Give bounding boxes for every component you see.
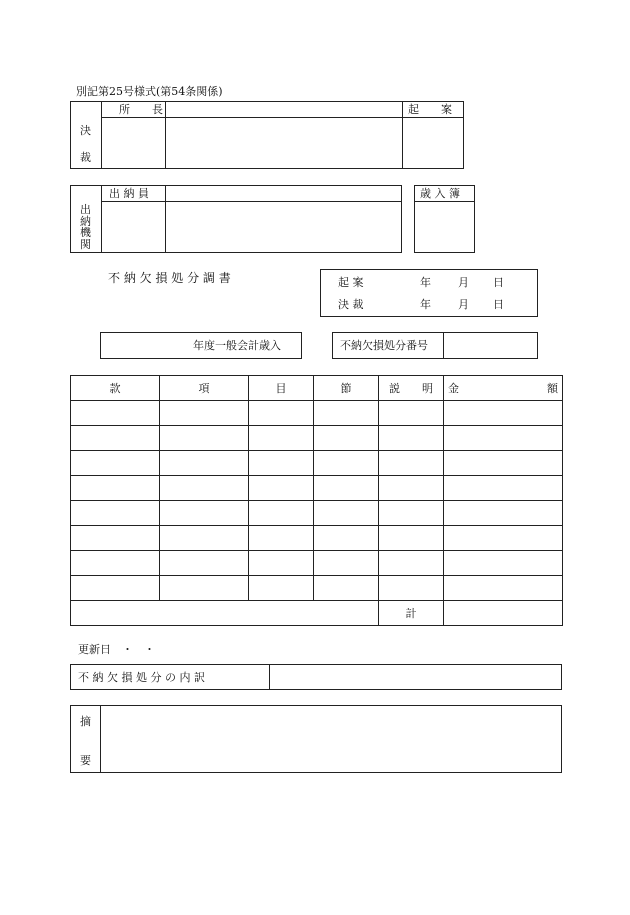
table-cell-setsu[interactable] [314,476,379,501]
table-cell-kou[interactable] [160,426,249,451]
column-header-moku: 目 [249,376,314,401]
approval-side-label: 裁 [80,151,91,164]
table-cell-kou[interactable] [160,476,249,501]
table-cell-description[interactable] [379,551,444,576]
table-cell-kou[interactable] [160,501,249,526]
table-row [71,501,563,526]
approval-side-label: 決 [80,124,91,137]
draft-date-label: 起 案 [338,276,364,289]
table-cell-moku[interactable] [249,526,314,551]
column-header-setsu: 節 [314,376,379,401]
table-cell-amount[interactable] [444,401,563,426]
amount-header-right: 額 [547,382,558,395]
table-cell-moku[interactable] [249,451,314,476]
table-cell-amount[interactable] [444,551,563,576]
table-cell-kan[interactable] [71,576,160,601]
ledger-stamp-field[interactable] [415,202,474,252]
table-row [71,476,563,501]
table-cell-kou[interactable] [160,551,249,576]
approval-date-year: 年 [420,298,431,311]
table-cell-description[interactable] [379,526,444,551]
number-label: 不納欠損処分番号 [340,339,428,352]
table-cell-setsu[interactable] [314,576,379,601]
column-header-kan: 款 [71,376,160,401]
table-cell-setsu[interactable] [314,401,379,426]
table-row [71,576,563,601]
cashier-officer-label: 出 納 員 [109,187,149,200]
table-cell-kan[interactable] [71,476,160,501]
table-cell-kan[interactable] [71,401,160,426]
column-header-description: 説 明 [379,376,444,401]
table-cell-description[interactable] [379,451,444,476]
approval-stamp-field[interactable] [166,118,401,168]
summary-label: 要 [80,754,91,767]
amount-header-left: 金 [448,382,459,395]
number-input[interactable] [444,333,537,358]
summary-label: 摘 [80,715,91,728]
table-cell-kan[interactable] [71,526,160,551]
document-title: 不 納 欠 損 処 分 調 書 [108,271,231,285]
table-cell-kou[interactable] [160,576,249,601]
column-header-kou: 項 [160,376,249,401]
table-cell-amount[interactable] [444,501,563,526]
table-cell-amount[interactable] [444,426,563,451]
table-cell-description[interactable] [379,576,444,601]
drafter-stamp-field[interactable] [403,118,463,168]
director-stamp-field[interactable] [102,118,164,168]
total-blank-cell [71,601,379,626]
table-cell-kan[interactable] [71,426,160,451]
director-label: 所 長 [119,103,163,116]
table-cell-kou[interactable] [160,526,249,551]
total-label: 計 [379,601,444,626]
update-date: 更新日 ・ ・ [78,643,155,656]
table-cell-amount[interactable] [444,526,563,551]
table-row [71,451,563,476]
column-header-amount [444,376,563,401]
table-body [71,401,563,601]
table-cell-moku[interactable] [249,476,314,501]
form-title: 別記第25号様式(第54条関係) [76,85,223,98]
total-amount-cell[interactable] [444,601,563,626]
table-row [71,526,563,551]
approval-date-day: 日 [493,298,504,311]
table-row [71,426,563,451]
table-cell-moku[interactable] [249,401,314,426]
table-row [71,401,563,426]
table-cell-kou[interactable] [160,401,249,426]
table-cell-description[interactable] [379,401,444,426]
table-cell-moku[interactable] [249,576,314,601]
table-cell-description[interactable] [379,426,444,451]
table-cell-moku[interactable] [249,426,314,451]
table-cell-setsu[interactable] [314,426,379,451]
drafter-label: 起 案 [408,103,452,116]
cashier-side-label: 出納機関 [80,203,91,251]
table-cell-setsu[interactable] [314,526,379,551]
table-cell-kan[interactable] [71,551,160,576]
cashier-officer-stamp-field[interactable] [102,202,164,252]
table-cell-kan[interactable] [71,501,160,526]
table-cell-kan[interactable] [71,451,160,476]
table-row [71,551,563,576]
approval-date-month: 月 [458,298,469,311]
table-cell-setsu[interactable] [314,501,379,526]
approval-date-label: 決 裁 [338,298,364,311]
table-cell-moku[interactable] [249,551,314,576]
draft-date-day: 日 [493,276,504,289]
breakdown-label: 不 納 欠 損 処 分 の 内 訳 [78,671,205,684]
draft-date-year: 年 [420,276,431,289]
table-cell-amount[interactable] [444,576,563,601]
account-label: 年度一般会計歳入 [193,339,281,352]
table-header-row [71,376,563,401]
ledger-label: 歳 入 簿 [420,187,460,200]
cashier-stamp-field[interactable] [166,202,401,252]
table-cell-description[interactable] [379,476,444,501]
table-cell-kou[interactable] [160,451,249,476]
table-cell-amount[interactable] [444,476,563,501]
table-cell-setsu[interactable] [314,551,379,576]
total-row [71,601,563,626]
table-cell-setsu[interactable] [314,451,379,476]
summary-input[interactable] [101,706,561,772]
breakdown-input[interactable] [270,665,561,689]
table-cell-amount[interactable] [444,451,563,476]
draft-date-month: 月 [458,276,469,289]
items-table [70,375,563,626]
table-cell-moku[interactable] [249,501,314,526]
table-cell-description[interactable] [379,501,444,526]
